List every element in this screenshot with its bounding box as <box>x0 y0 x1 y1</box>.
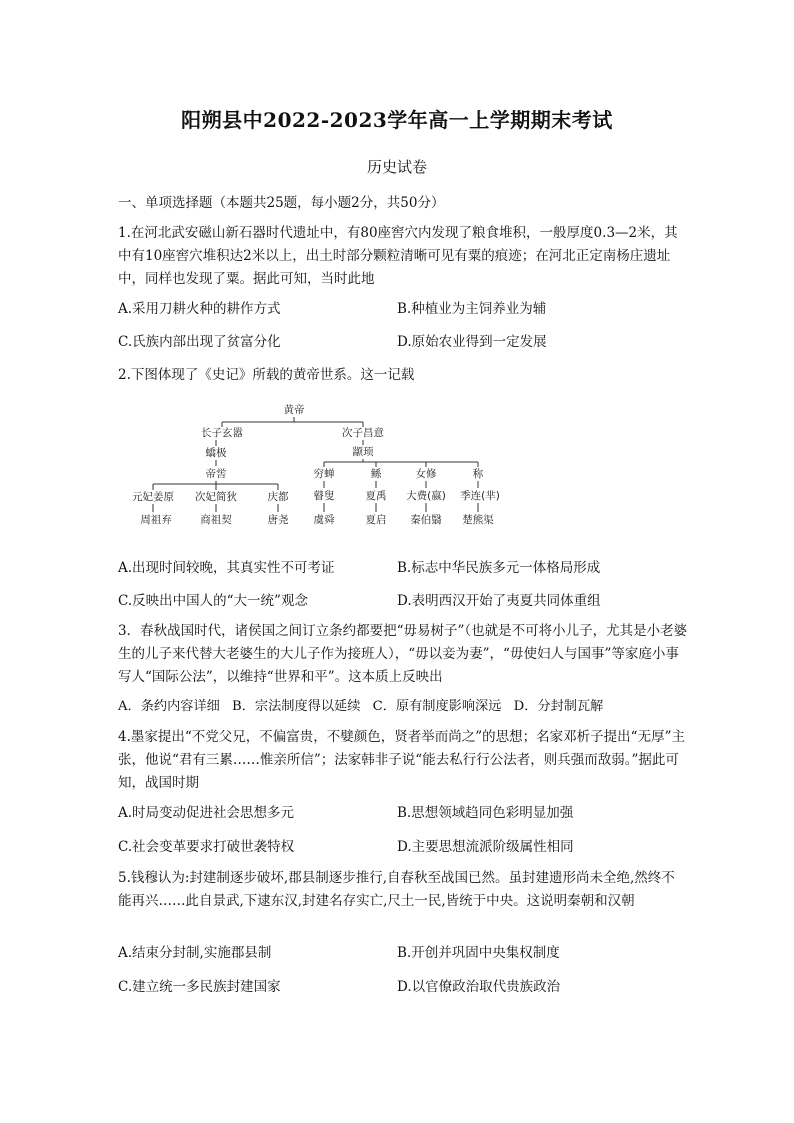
question-1-option-b: B.种植业为主饲养业为辅 <box>397 301 547 317</box>
question-3-option-c: C．原有制度影响深远 <box>372 699 502 714</box>
question-1-option-a: A.采用刀耕火种的耕作方式 <box>118 301 281 317</box>
tree-w1: 元妃姜原 <box>132 491 174 503</box>
tree-c2: 鲧 <box>370 468 382 480</box>
question-5-option-d: D.以官僚政治取代贵族政治 <box>397 979 561 995</box>
tree-d1: 周祖弃 <box>140 514 172 526</box>
tree-c3: 女修 <box>415 468 437 480</box>
huangdi-genealogy-diagram <box>118 398 538 533</box>
tree-d3: 唐尧 <box>267 514 289 526</box>
exam-subject: 历史试卷 <box>366 158 427 176</box>
tree-g2: 帝喾 <box>205 468 227 480</box>
tree-c4: 称 <box>472 468 484 480</box>
section-heading: 一、单项选择题（本题共25题，每小题2分，共50分） <box>118 195 445 211</box>
question-1-option-d: D.原始农业得到一定发展 <box>397 334 547 350</box>
tree-e4: 季连(芈) <box>460 490 500 502</box>
question-5-option-b: B.开创并巩固中央集权制度 <box>397 945 560 961</box>
tree-root: 黄帝 <box>283 404 305 416</box>
question-3-option-b: B．宗法制度得以延续 <box>232 699 361 714</box>
question-4-option-b: B.思想领域趋同色彩明显加强 <box>397 805 574 821</box>
exam-title: 阳朔县中2022-2023学年高一上学期期末考试 <box>181 108 613 132</box>
tree-g3: 颛顼 <box>352 446 374 458</box>
question-2-option-b: B.标志中华民族多元一体格局形成 <box>397 560 601 576</box>
question-1-option-c: C.氏族内部出现了贫富分化 <box>118 334 281 350</box>
question-5-stem: 5.钱穆认为:封建制逐步破坏,郡县制逐步推行,自春秋至战国已然。虽封建遗形尚未全绝,然终不能再兴……此自景武,下逮东汉,封建名存实亡,尺土一民,皆统于中央。这说明秦朝和汉朝 <box>118 870 675 909</box>
question-2-option-a: A.出现时间较晚，其真实性不可考证 <box>118 560 335 576</box>
question-4-option-a: A.时局变动促进社会思想多元 <box>118 805 295 821</box>
question-1-stem: 1.在河北武安磁山新石器时代遗址中，有80座窖穴内发现了粮食堆积，一般厚度0.3—2米，其中有10座窖穴堆积达2米以上，出土时部分颗粒清晰可见有粟的痕迹；在河北正定南杨庄遗址中，同样也发现了粟。据此可知，当时此地 <box>118 225 678 287</box>
question-4-option-c: C.社会变革要求打破世袭特权 <box>118 839 295 855</box>
tree-f3: 秦伯翳 <box>410 514 442 526</box>
tree-son-1: 长子玄嚣 <box>201 427 243 439</box>
tree-e2: 夏禹 <box>365 490 387 502</box>
question-3-options <box>118 695 611 714</box>
tree-f4: 楚熊渠 <box>462 514 494 526</box>
tree-son-2: 次子昌意 <box>342 427 384 439</box>
tree-e3: 大费(嬴) <box>406 490 446 502</box>
question-3-option-d: D．分封制瓦解 <box>513 699 604 714</box>
question-2-option-d: D.表明西汉开始了夷夏共同体重组 <box>397 593 601 609</box>
question-5-option-c: C.建立统一多民族封建国家 <box>118 979 281 995</box>
question-4-stem: 4.墨家提出“不党父兄，不偏富贵，不嬖颜色，贤者举而尚之”的思想；名家邓析子提出“无厚”主张，他说“君有三累……惟亲所信”；法家韩非子说“能去私行行公法者，则兵强而敌弱。”据此可知，战国时期 <box>118 729 685 791</box>
question-2-option-c: C.反映出中国人的“大一统”观念 <box>118 593 308 609</box>
question-4-option-d: D.主要思想流派阶级属性相同 <box>397 839 574 855</box>
tree-f2: 夏启 <box>365 514 387 526</box>
tree-f1: 虞舜 <box>313 514 335 526</box>
question-3-stem: 3．春秋战国时代，诸侯国之间订立条约都要把“毋易树子”（也就是不可将小儿子，尤其是小老婆生的儿子来代替大老婆生的大儿子作为接班人），“毋以妾为妻”，“毋使妇人与国事”等家庭小事写人“国际公法”，以维持“世界和平”。这本质上反映出 <box>118 623 688 685</box>
tree-e1: 瞽叟 <box>313 490 335 502</box>
tree-w3: 庆都 <box>267 491 289 503</box>
tree-g1: 蟜极 <box>205 447 227 459</box>
question-2-stem: 2.下图体现了《史记》所载的黄帝世系。这一记载 <box>118 367 415 383</box>
question-5-option-a: A.结束分封制,实施郡县制 <box>118 945 272 961</box>
question-3-option-a: A．条约内容详细 <box>118 699 220 714</box>
tree-w2: 次妃简狄 <box>195 491 237 503</box>
tree-c1: 穷蝉 <box>313 468 335 480</box>
tree-d2: 商祖契 <box>200 514 232 526</box>
